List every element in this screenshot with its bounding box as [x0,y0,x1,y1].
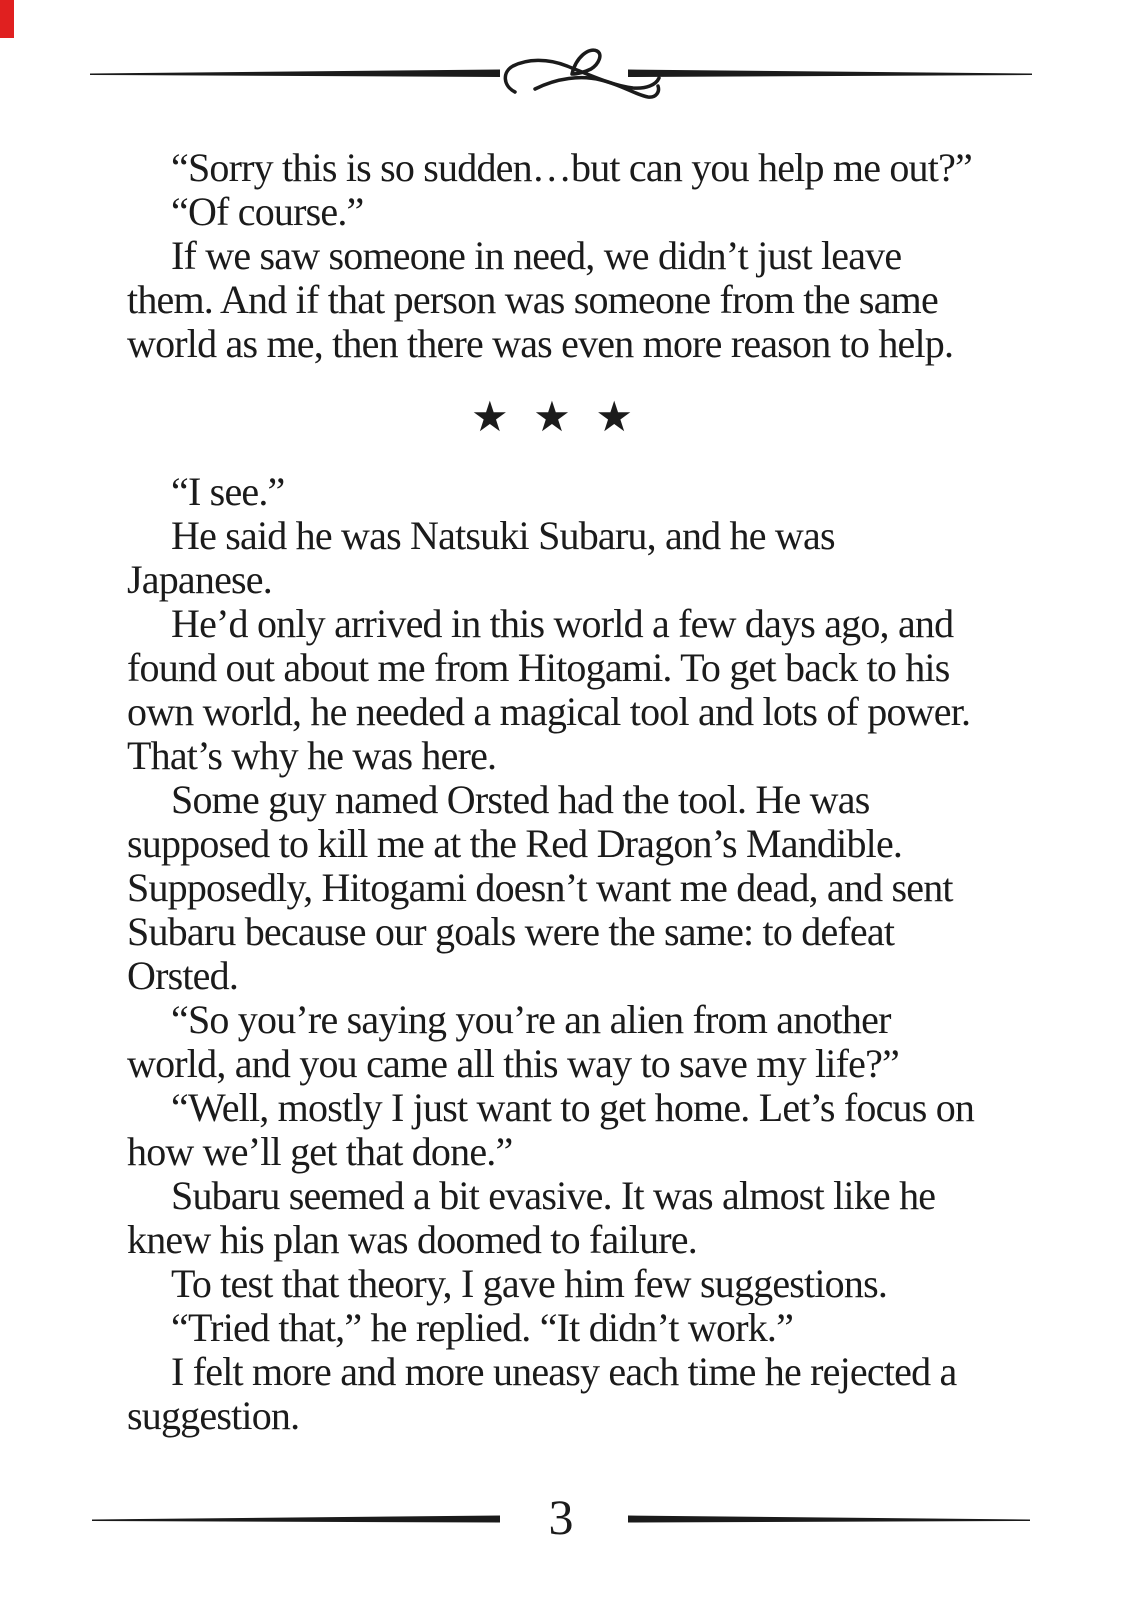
text-line: To test that theory, I gave him few suggestions. [171,1261,888,1306]
text-line: Japanese. [127,557,272,602]
text-line: “I see.” [171,469,285,514]
text-line: Subaru because our goals were the same: to defeat [127,909,895,954]
text-line: That’s why he was here. [127,733,497,778]
text-line: Subaru seemed a bit evasive. It was almost like he [171,1173,936,1218]
text-line: “Of course.” [171,189,364,234]
text-line: world, and you came all this way to save my life?” [127,1041,899,1086]
text-line: “Well, mostly I just want to get home. Let’s focus on [171,1085,975,1130]
text-line: Supposedly, Hitogami doesn’t want me dead, and sent [127,865,953,910]
text-line: supposed to kill me at the Red Dragon’s Mandible. [127,821,903,866]
header-ornament-divider [0,0,1122,130]
text-line: “Tried that,” he replied. “It didn’t work.” [171,1305,794,1350]
text-line: He’d only arrived in this world a few days ago, and [171,601,954,646]
text-line: own world, he needed a magical tool and lots of power. [127,689,971,734]
text-line: “Sorry this is so sudden…but can you help me out?” [171,145,972,190]
text-line: how we’ll get that done.” [127,1129,513,1174]
text-line: suggestion. [127,1393,300,1438]
text-line: If we saw someone in need, we didn’t just leave [171,233,902,278]
text-line: knew his plan was doomed to failure. [127,1217,697,1262]
text-line: world as me, then there was even more reason to help. [127,321,954,366]
text-line: found out about me from Hitogami. To get back to his [127,645,950,690]
text-line: them. And if that person was someone from the same [127,277,938,322]
text-line: I felt more and more uneasy each time he rejected a [171,1349,957,1394]
header-rule-right [628,70,1032,78]
header-rule-left [90,70,500,78]
scene-break-stars: ★ ★ ★ [471,395,633,441]
text-line: Some guy named Orsted had the tool. He was [171,777,870,822]
paragraph-block-before-break [127,146,1027,366]
text-line: He said he was Natsuki Subaru, and he was [171,513,835,558]
paragraph-block-after-break [127,470,1027,1438]
text-line: Orsted. [127,953,239,998]
text-line: “So you’re saying you’re an alien from another [171,997,891,1042]
page-number: 3 [548,1489,574,1545]
